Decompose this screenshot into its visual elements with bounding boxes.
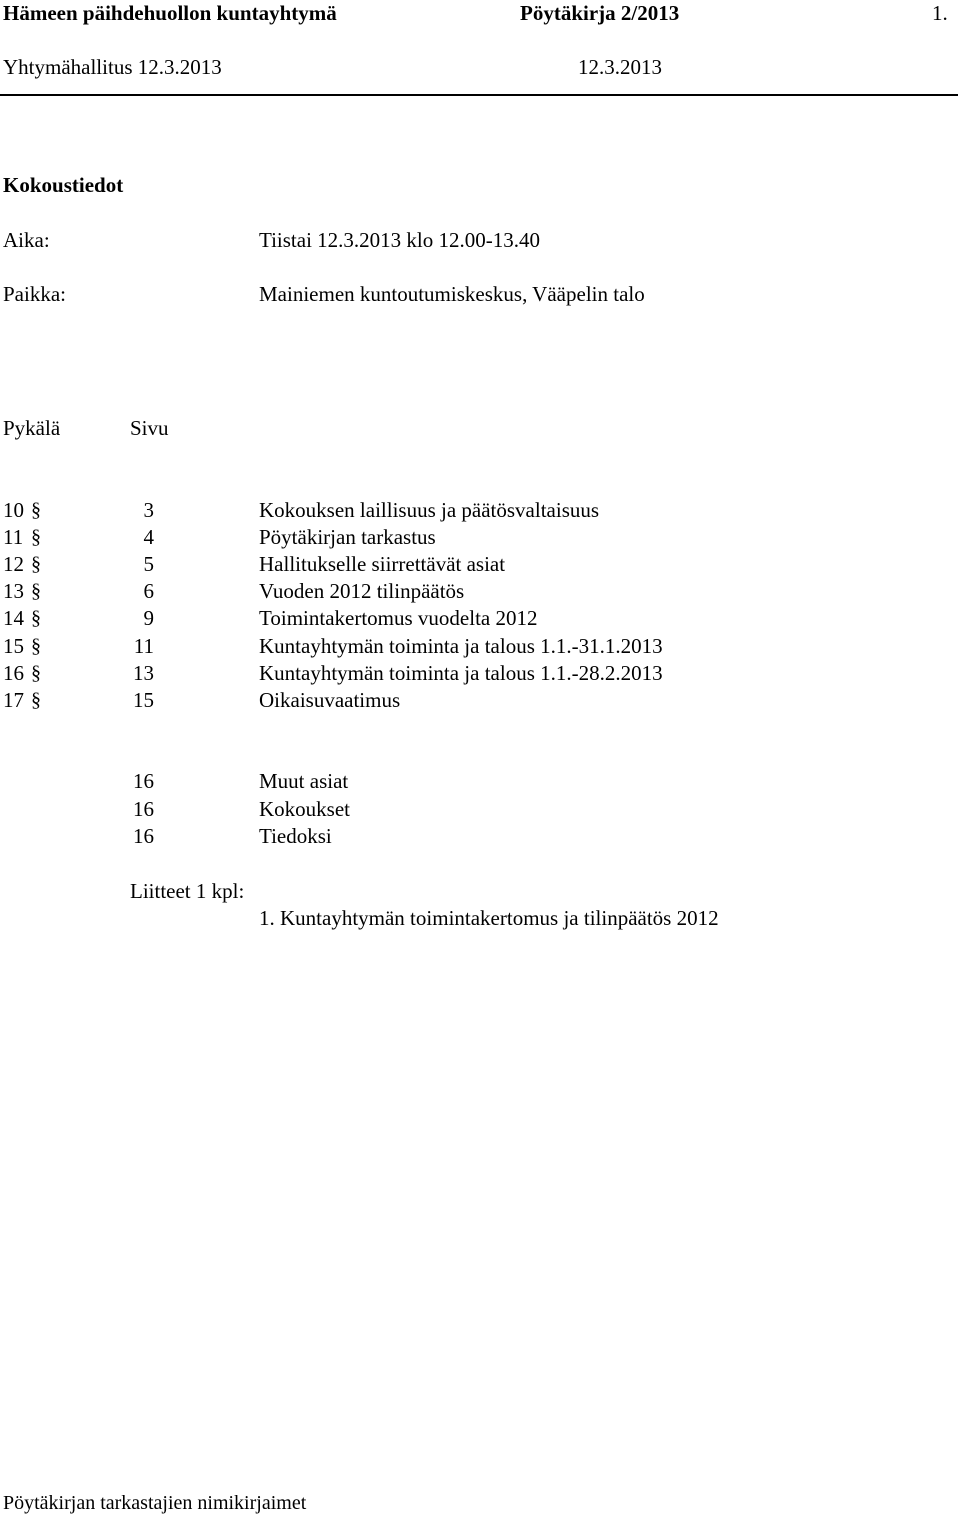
header-divider — [0, 94, 958, 96]
agenda-item-title: Vuoden 2012 tilinpäätös — [259, 579, 465, 603]
section-symbol: § — [31, 635, 41, 657]
meeting-info-heading: Kokoustiedot — [3, 173, 124, 197]
section-symbol: § — [31, 580, 41, 602]
section-number: 14 — [3, 606, 24, 630]
agenda-item-title: Kuntayhtymän toiminta ja talous 1.1.-31.1.2013 — [259, 634, 663, 658]
section-number: 10 — [3, 498, 24, 522]
section-symbol: § — [31, 499, 41, 521]
section-number: 11 — [3, 525, 24, 549]
page-ref: 5 — [143, 552, 154, 576]
attachment-item: 1. Kuntayhtymän toimintakertomus ja tilinpäätös 2012 — [259, 906, 719, 930]
section-number: 16 — [3, 661, 24, 685]
page-ref: 6 — [143, 579, 154, 603]
page-ref: 13 — [133, 661, 154, 685]
meeting-body: Yhtymähallitus 12.3.2013 — [3, 55, 222, 79]
page-number: 1. — [932, 1, 948, 25]
meeting-date: 12.3.2013 — [578, 55, 662, 79]
section-symbol: § — [31, 553, 41, 575]
organization-name: Hämeen päihdehuollon kuntayhtymä — [3, 1, 337, 25]
agenda-item-title: Hallitukselle siirrettävät asiat — [259, 552, 506, 576]
page-ref: 16 — [133, 797, 154, 821]
section-symbol: § — [31, 689, 41, 711]
other-item-title: Tiedoksi — [259, 824, 332, 848]
section-number: 13 — [3, 579, 24, 603]
section-number: 17 — [3, 688, 24, 712]
section-number: 15 — [3, 634, 24, 658]
agenda-item-title: Oikaisuvaatimus — [259, 688, 401, 712]
place-value: Mainiemen kuntoutumiskeskus, Vääpelin talo — [259, 282, 645, 306]
column-header-page: Sivu — [130, 416, 169, 440]
page-ref: 16 — [133, 824, 154, 848]
agenda-item-title: Kuntayhtymän toiminta ja talous 1.1.-28.2.2013 — [259, 661, 663, 685]
document-title: Pöytäkirja 2/2013 — [520, 1, 680, 25]
other-item-title: Kokoukset — [259, 797, 350, 821]
page-ref: 3 — [143, 498, 154, 522]
agenda-item-title: Toimintakertomus vuodelta 2012 — [259, 606, 538, 630]
section-symbol: § — [31, 662, 41, 684]
other-item-title: Muut asiat — [259, 769, 349, 793]
page-ref: 9 — [143, 606, 154, 630]
section-symbol: § — [31, 526, 41, 548]
section-number: 12 — [3, 552, 24, 576]
attachments-label: Liitteet 1 kpl: — [130, 879, 245, 903]
column-header-section: Pykälä — [3, 416, 61, 440]
initials-label: Pöytäkirjan tarkastajien nimikirjaimet — [3, 1492, 307, 1514]
time-label: Aika: — [3, 228, 50, 252]
agenda-item-title: Pöytäkirjan tarkastus — [259, 525, 436, 549]
page-ref: 4 — [143, 525, 154, 549]
page-ref: 11 — [133, 634, 154, 658]
agenda-item-title: Kokouksen laillisuus ja päätösvaltaisuus — [259, 498, 600, 522]
page-ref: 15 — [133, 688, 154, 712]
page-ref: 16 — [133, 769, 154, 793]
section-symbol: § — [31, 607, 41, 629]
time-value: Tiistai 12.3.2013 klo 12.00-13.40 — [259, 228, 540, 252]
place-label: Paikka: — [3, 282, 66, 306]
